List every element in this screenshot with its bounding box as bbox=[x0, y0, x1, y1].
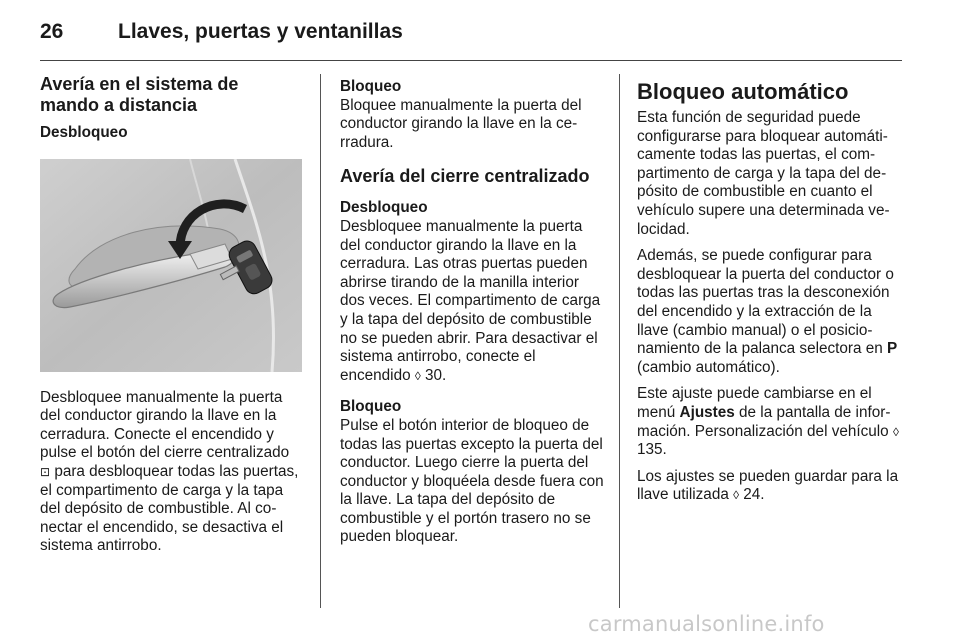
page-number: 26 bbox=[40, 20, 64, 43]
page-reference-icon: ◊ bbox=[892, 424, 899, 439]
paragraph-central-lock: Pulse el botón interior de bloqueo de todas las puertas excepto la puerta del conductor. Luego cierre la puerta del conductor y bloquéela desde fuera con la llave. La tapa del depósito de combustible y el portón trasero no se pueden bloquear. bbox=[340, 416, 604, 546]
subheading-lock-2: Bloqueo bbox=[340, 398, 402, 416]
paragraph-auto-unlock: Además, se puede configurar para desbloquear la puerta del conductor o todas las puertas tras la desconexión del encendido y la extracción de la llave (cambio manual) o el posicionamiento de la palanca selectora en P (cambio automático). bbox=[637, 247, 898, 376]
column-right bbox=[637, 78, 903, 505]
watermark: carmanualsonline.info bbox=[588, 612, 825, 636]
settings-menu-name: Ajustes bbox=[679, 403, 735, 421]
section-heading-remote-failure: Avería en el sistema de mando a distancia bbox=[40, 74, 239, 115]
paragraph-manual-unlock: Desbloquee manualmente la puerta del conductor girando la llave en la cerradura. Conecte el encendido y pulse el botón del cierre centralizado ⊡ para desbloquear todas las puertas, el compartimento de carga y la tapa del depósito de combustible. Al conectar el encendido, se desactiva el sistema antirrobo. bbox=[40, 388, 299, 555]
page-reference-link[interactable]: 135. bbox=[637, 441, 667, 459]
header-divider bbox=[40, 60, 902, 61]
page-reference-link[interactable]: 24. bbox=[743, 486, 765, 504]
column-middle bbox=[340, 78, 606, 547]
section-heading-auto-lock: Bloqueo automático bbox=[637, 79, 849, 104]
subheading-unlock-2: Desbloqueo bbox=[340, 199, 428, 217]
paragraph-key-storage: Los ajustes se pueden guardar para la llave utilizada ◊ 24. bbox=[637, 467, 899, 504]
door-handle-figure bbox=[40, 159, 302, 372]
paragraph-manual-lock: Bloquee manualmente la puerta del conductor girando la llave en la cerradura. bbox=[340, 96, 582, 151]
subheading-lock: Bloqueo bbox=[340, 78, 402, 95]
column-left bbox=[40, 74, 302, 556]
subheading-unlock: Desbloqueo bbox=[40, 124, 128, 141]
page-header bbox=[40, 20, 900, 50]
chapter-title: Llaves, puertas y ventanillas bbox=[118, 20, 403, 43]
column-divider-1 bbox=[320, 74, 321, 608]
page-reference-icon: ◊ bbox=[733, 488, 740, 503]
paragraph-central-unlock: Desbloquee manualmente la puerta del conductor girando la llave en la cerradura. Las otras puertas pueden abrirse tirando de la manilla interior dos veces. El compartimento de carga y la tapa del depósito de combustible no se pueden abrir. Para desactivar el sistema antirrobo, conecte el encendido ◊ 30. bbox=[340, 217, 601, 384]
paragraph-settings-menu: Este ajuste puede cambiarse en el menú Ajustes de la pantalla de información. Personalización del vehículo ◊ 135. bbox=[637, 385, 899, 459]
section-heading-central-lock-failure: Avería del cierre centralizado bbox=[340, 166, 590, 187]
page-reference-icon: ◊ bbox=[414, 368, 421, 383]
unlock-symbol-icon: ⊡ bbox=[40, 464, 51, 479]
door-handle-with-key-icon bbox=[40, 159, 302, 372]
paragraph-auto-lock-intro: Esta función de seguridad puede configurarse para bloquear automáticamente todas las puertas, el compartimento de carga y la tapa del depósito de combustible en cuanto el vehículo supere una determinada velocidad. bbox=[637, 109, 890, 238]
page-reference-link[interactable]: 30. bbox=[425, 366, 447, 384]
column-divider-2 bbox=[619, 74, 620, 608]
